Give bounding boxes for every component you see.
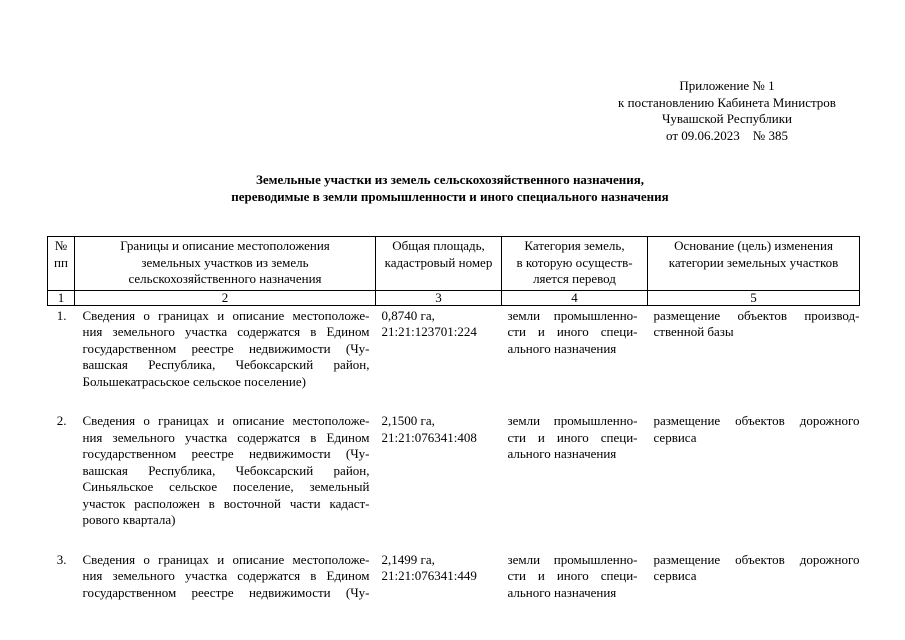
appendix-line: к постановлению Кабинета Министров [618, 94, 836, 110]
row-area [376, 411, 502, 529]
description-line: Сведения о границах и описание местоположе- [82, 413, 370, 428]
row-category [502, 550, 648, 602]
header-line: сельскохозяйственного назначения [128, 271, 322, 286]
area-line: 2,1499 га, [381, 551, 435, 567]
row-number: 1. [56, 307, 67, 323]
column-number-row [48, 290, 860, 305]
header-line: № [54, 238, 68, 253]
table-row [48, 305, 860, 390]
column-number: 2 [75, 290, 376, 305]
row-basis [648, 550, 860, 602]
description-line: государственном реестре недвижимости (Чу- [82, 584, 370, 600]
header-line: Основание (цель) изменения [674, 238, 833, 253]
description-line: участок расположен в восточной части кадаст- [82, 495, 370, 511]
header-line: пп [54, 254, 68, 270]
row-category [502, 411, 648, 529]
category-line: земли промышленно- [507, 551, 638, 567]
row-number: 2. [56, 413, 67, 428]
header-category [502, 237, 648, 291]
description-line: Синьяльское сельское поселение, земельный [82, 479, 370, 494]
description-line: рового квартала) [82, 512, 176, 527]
category-line: ального назначения [507, 446, 617, 461]
header-line: кадастровый номер [384, 254, 493, 270]
description-line: государственном реестре недвижимости (Чу- [82, 340, 370, 356]
land-plots-table [47, 236, 860, 601]
description-line: ния земельного участка содержатся в Едином [82, 324, 370, 339]
row-description [75, 550, 376, 602]
header-line: в которую осуществ- [516, 254, 633, 270]
description-line: вашская Республика, Чебоксарский район, [82, 462, 370, 478]
appendix-line: Чувашской Республики [661, 111, 793, 126]
document-title [150, 172, 750, 205]
basis-line: размещение объектов производ- [653, 307, 860, 323]
header-num [48, 237, 75, 291]
appendix-line: Приложение № 1 [679, 78, 775, 93]
category-line: ального назначения [507, 340, 617, 356]
title-line: Земельные участки из земель сельскохозяйственного назначения, [256, 172, 644, 187]
category-line: земли промышленно- [507, 307, 638, 323]
column-number: 1 [48, 290, 75, 305]
description-line: ния земельного участка содержатся в Едином [82, 429, 370, 445]
description-line: Сведения о границах и описание местоположе- [82, 307, 370, 323]
header-line: Категория земель, [524, 238, 625, 253]
header-line: категории земельных участков [668, 254, 839, 270]
basis-line: размещение объектов дорожного [653, 551, 860, 567]
appendix-line: от 09.06.2023 № 385 [666, 127, 788, 143]
row-basis [648, 305, 860, 390]
description-line: государственном реестре недвижимости (Чу- [82, 446, 370, 461]
header-line: Общая площадь, [392, 238, 485, 253]
description-line: Сведения о границах и описание местоположе- [82, 551, 370, 567]
row-area [376, 305, 502, 390]
header-line: ляется перевод [533, 271, 616, 286]
header-basis [648, 237, 860, 291]
row-description [75, 411, 376, 529]
cadastral-number: 21:21:076341:449 [381, 568, 477, 583]
column-number: 4 [502, 290, 648, 305]
row-spacer [48, 390, 860, 411]
header-line: Границы и описание местоположения [120, 238, 330, 253]
category-line: земли промышленно- [507, 413, 638, 428]
description-line: Большекатрасьское сельское поселение) [82, 373, 306, 389]
table-row [48, 550, 860, 602]
category-line: сти и иного специ- [507, 324, 638, 339]
row-category [502, 305, 648, 390]
appendix-header [592, 78, 862, 144]
title-line: переводимые в земли промышленности и иного специального назначения [231, 188, 669, 204]
description-line: вашская Республика, Чебоксарский район, [82, 357, 370, 372]
row-spacer [48, 529, 860, 550]
cadastral-number: 21:21:076341:408 [381, 429, 477, 445]
header-line: земельных участков из земель [141, 254, 309, 270]
header-description [75, 237, 376, 291]
row-description [75, 305, 376, 390]
cadastral-number: 21:21:123701:224 [381, 324, 477, 339]
row-area [376, 550, 502, 602]
description-line: ния земельного участка содержатся в Едином [82, 568, 370, 583]
category-line: ального назначения [507, 584, 617, 600]
row-basis [648, 411, 860, 529]
basis-line: размещение объектов дорожного [653, 413, 860, 428]
table-header-row [48, 237, 860, 291]
basis-line: ственной базы [653, 324, 734, 339]
category-line: сти и иного специ- [507, 568, 638, 583]
basis-line: сервиса [653, 568, 697, 583]
table-row [48, 411, 860, 529]
column-number: 3 [376, 290, 502, 305]
row-number: 3. [56, 551, 67, 567]
area-line: 2,1500 га, [381, 413, 435, 428]
column-number: 5 [648, 290, 860, 305]
area-line: 0,8740 га, [381, 307, 435, 323]
category-line: сти и иного специ- [507, 429, 638, 445]
basis-line: сервиса [653, 429, 697, 445]
header-area [376, 237, 502, 291]
